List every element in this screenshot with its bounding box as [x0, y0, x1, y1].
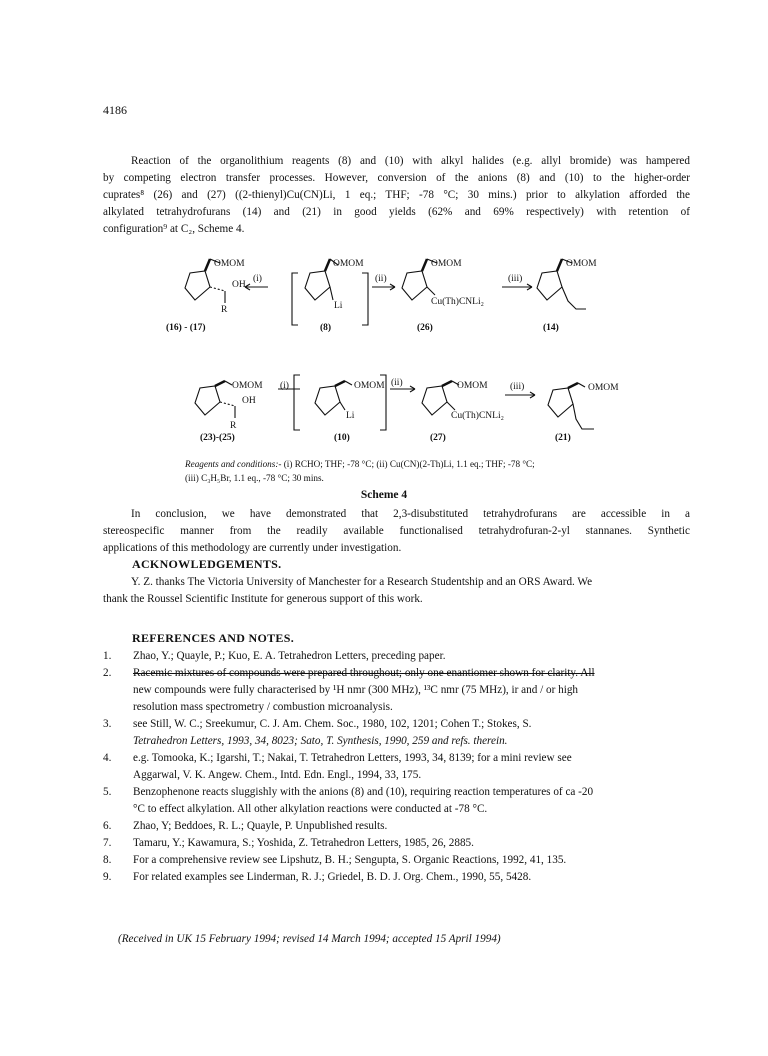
- reference-line: °C to effect alkylation. All other alkylation reactions were conducted at -78 °C.: [133, 803, 488, 815]
- substituent-label: OMOM: [214, 259, 245, 269]
- reference-number: 8.: [103, 854, 112, 866]
- reference-number: 2.: [103, 667, 112, 679]
- reference-line: e.g. Tomooka, K.; Igarshi, T.; Nakai, T. Tetrahedron Letters, 1993, 34, 8139; for a mini review see: [133, 752, 572, 764]
- reference-number: 7.: [103, 837, 112, 849]
- reference-item: [103, 818, 703, 835]
- compound-label: (23)-(25): [200, 433, 235, 443]
- reference-line: For related examples see Linderman, R. J.; Griedel, B. D. J. Org. Chem., 1990, 55, 5428.: [133, 871, 532, 883]
- acknowledgements-text: [103, 574, 690, 608]
- reference-number: 9.: [103, 871, 112, 883]
- acknowledgements-line: thank the Roussel Scientific Institute for generous support of this work.: [103, 593, 423, 605]
- acknowledgements-heading: ACKNOWLEDGEMENTS.: [132, 557, 282, 571]
- reference-item: [103, 852, 703, 869]
- reference-line: resolution mass spectrometry / combustion microanalysis.: [133, 701, 393, 713]
- reference-number: 4.: [103, 752, 112, 764]
- conclusion-line: In conclusion, we have demonstrated that 2,3-disubstituted tetrahydrofurans are accessible in a: [131, 508, 690, 520]
- bracket: [362, 273, 368, 325]
- substituent-label: OH: [242, 396, 256, 406]
- substituent-label: OMOM: [588, 383, 619, 393]
- conditions-label: Reagents and conditions:-: [185, 459, 282, 469]
- acknowledgements-line: Y. Z. thanks The Victoria University of Manchester for a Research Studentship and an ORS Award. We: [131, 576, 593, 588]
- thf-ring: [402, 271, 427, 300]
- intro-paragraph: [103, 153, 690, 238]
- intro-line: by competing electron transfer processes. However, conversion of the anions (8) and (10) to the higher-order: [103, 172, 690, 184]
- scheme-4-diagram: [150, 245, 650, 490]
- wedge-bond: [205, 259, 210, 271]
- received-dates: (Received in UK 15 February 1994; revised 14 March 1994; accepted 15 April 1994): [118, 933, 501, 945]
- conclusion-paragraph: [103, 506, 690, 557]
- reference-number: 3.: [103, 718, 112, 730]
- substituent-label: OMOM: [354, 381, 385, 391]
- references-list: [103, 648, 703, 886]
- intro-line: Reaction of the organolithium reagents (8) and (10) with alkyl halides (e.g. allyl bromide) was hampered: [131, 155, 690, 167]
- substituent-label: OMOM: [457, 381, 488, 391]
- thf-ring: [422, 386, 447, 415]
- cuprate-label: Cu(Th)CNLi₂: [431, 297, 484, 307]
- reference-number: 1.: [103, 650, 112, 662]
- thf-ring: [315, 386, 340, 415]
- substituent-label: OMOM: [232, 381, 263, 391]
- reference-line: new compounds were fully characterised by ¹H nmr (300 MHz), ¹³C nmr (75 MHz), ir and / or high: [133, 684, 579, 696]
- reference-item: [103, 784, 703, 818]
- reference-line: Tamaru, Y.; Kawamura, S.; Yoshida, Z. Tetrahedron Letters, 1985, 26, 2885.: [133, 837, 474, 849]
- reference-item: [103, 750, 703, 784]
- reference-number: 5.: [103, 786, 112, 798]
- intro-line: cuprates⁸ (26) and (27) ((2-thienyl)Cu(CN)Li, 1 eq.; THF; -78 °C; 30 mins.) prior to alkylation afforded the: [103, 189, 690, 201]
- reference-item: [103, 665, 703, 716]
- compound-label: (26): [417, 323, 433, 333]
- reference-line: Racemic mixtures of compounds were prepared throughout; only one enantiomer shown for clarity. All: [133, 667, 595, 679]
- reference-item: [103, 648, 703, 665]
- intro-line: configuration⁹ at C₂, Scheme 4.: [103, 223, 245, 235]
- reference-line: Benzophenone reacts sluggishly with the anions (8) and (10), requiring reaction temperatures of ca -20: [133, 786, 594, 798]
- bracket: [292, 273, 298, 325]
- compound-label: (8): [320, 323, 332, 333]
- conditions-line: (i) RCHO; THF; -78 °C; (ii) Cu(CN)(2-Th)Li, 1.1 eq.; THF; -78 °C;: [281, 459, 535, 469]
- reference-line: Aggarwal, V. K. Angew. Chem., Intd. Edn. Engl., 1994, 33, 175.: [133, 769, 422, 781]
- compound-label: (21): [555, 433, 571, 443]
- arrow-label: (ii): [391, 378, 403, 388]
- reference-line: see Still, W. C.; Sreekumur, C. J. Am. Chem. Soc., 1980, 102, 1201; Cohen T.; Stokes, S.: [133, 718, 532, 730]
- bracket: [294, 375, 300, 430]
- scheme-conditions: [185, 457, 645, 485]
- li-label: Li: [334, 301, 343, 311]
- thf-ring: [548, 388, 573, 417]
- arrow-label: (iii): [510, 382, 525, 392]
- arrow-label: (iii): [508, 274, 523, 284]
- arrow-label: (ii): [375, 274, 387, 284]
- compound-label: (14): [543, 323, 559, 333]
- substituent-label: R: [230, 421, 237, 431]
- li-label: Li: [346, 411, 355, 421]
- reference-line: Zhao, Y; Beddoes, R. L.; Quayle, P. Unpublished results.: [133, 820, 388, 832]
- substituent-label: OH: [232, 280, 246, 290]
- cuprate-label: Cu(Th)CNLi₂: [451, 411, 504, 421]
- reference-item: [103, 716, 703, 750]
- arrow-label: (i): [253, 274, 262, 284]
- reference-item: [103, 835, 703, 852]
- substituent-label: R: [221, 305, 228, 315]
- reference-item: [103, 869, 703, 886]
- compound-label: (27): [430, 433, 446, 443]
- conditions-line: (iii) C₃H₅Br, 1.1 eq., -78 °C; 30 mins.: [185, 473, 324, 483]
- intro-line: alkylated tetrahydrofurans (14) and (21) in good yields (62% and 69% respectively) with retention of: [103, 206, 690, 218]
- arrow-label: (i): [280, 381, 289, 391]
- compound-label: (10): [334, 433, 350, 443]
- thf-ring: [195, 386, 220, 415]
- allyl-chain: [562, 287, 586, 309]
- conclusion-line: applications of this methodology are currently under investigation.: [103, 542, 402, 554]
- thf-ring: [185, 271, 210, 300]
- reference-line: Tetrahedron Letters, 1993, 34, 8023; Sato, T. Synthesis, 1990, 259 and refs. therein.: [133, 735, 508, 747]
- reference-line: Zhao, Y.; Quayle, P.; Kuo, E. A. Tetrahedron Letters, preceding paper.: [133, 650, 446, 662]
- thf-ring: [305, 271, 330, 300]
- scheme-title: Scheme 4: [360, 489, 408, 501]
- thf-ring: [537, 271, 562, 300]
- references-heading: REFERENCES AND NOTES.: [132, 631, 295, 645]
- page-number: 4186: [103, 103, 127, 117]
- reference-line: For a comprehensive review see Lipshutz, B. H.; Sengupta, S. Organic Reactions, 1992, 41, 135.: [133, 854, 567, 866]
- substituent-label: OMOM: [566, 259, 597, 269]
- conclusion-line: stereospecific manner from the readily available functionalised tetrahydrofuran-2-yl stannanes. Synthetic: [103, 525, 690, 537]
- substituent-label: OMOM: [333, 259, 364, 269]
- allyl-chain: [573, 404, 594, 429]
- reference-number: 6.: [103, 820, 112, 832]
- substituent-label: OMOM: [431, 259, 462, 269]
- compound-label: (16) - (17): [166, 323, 206, 333]
